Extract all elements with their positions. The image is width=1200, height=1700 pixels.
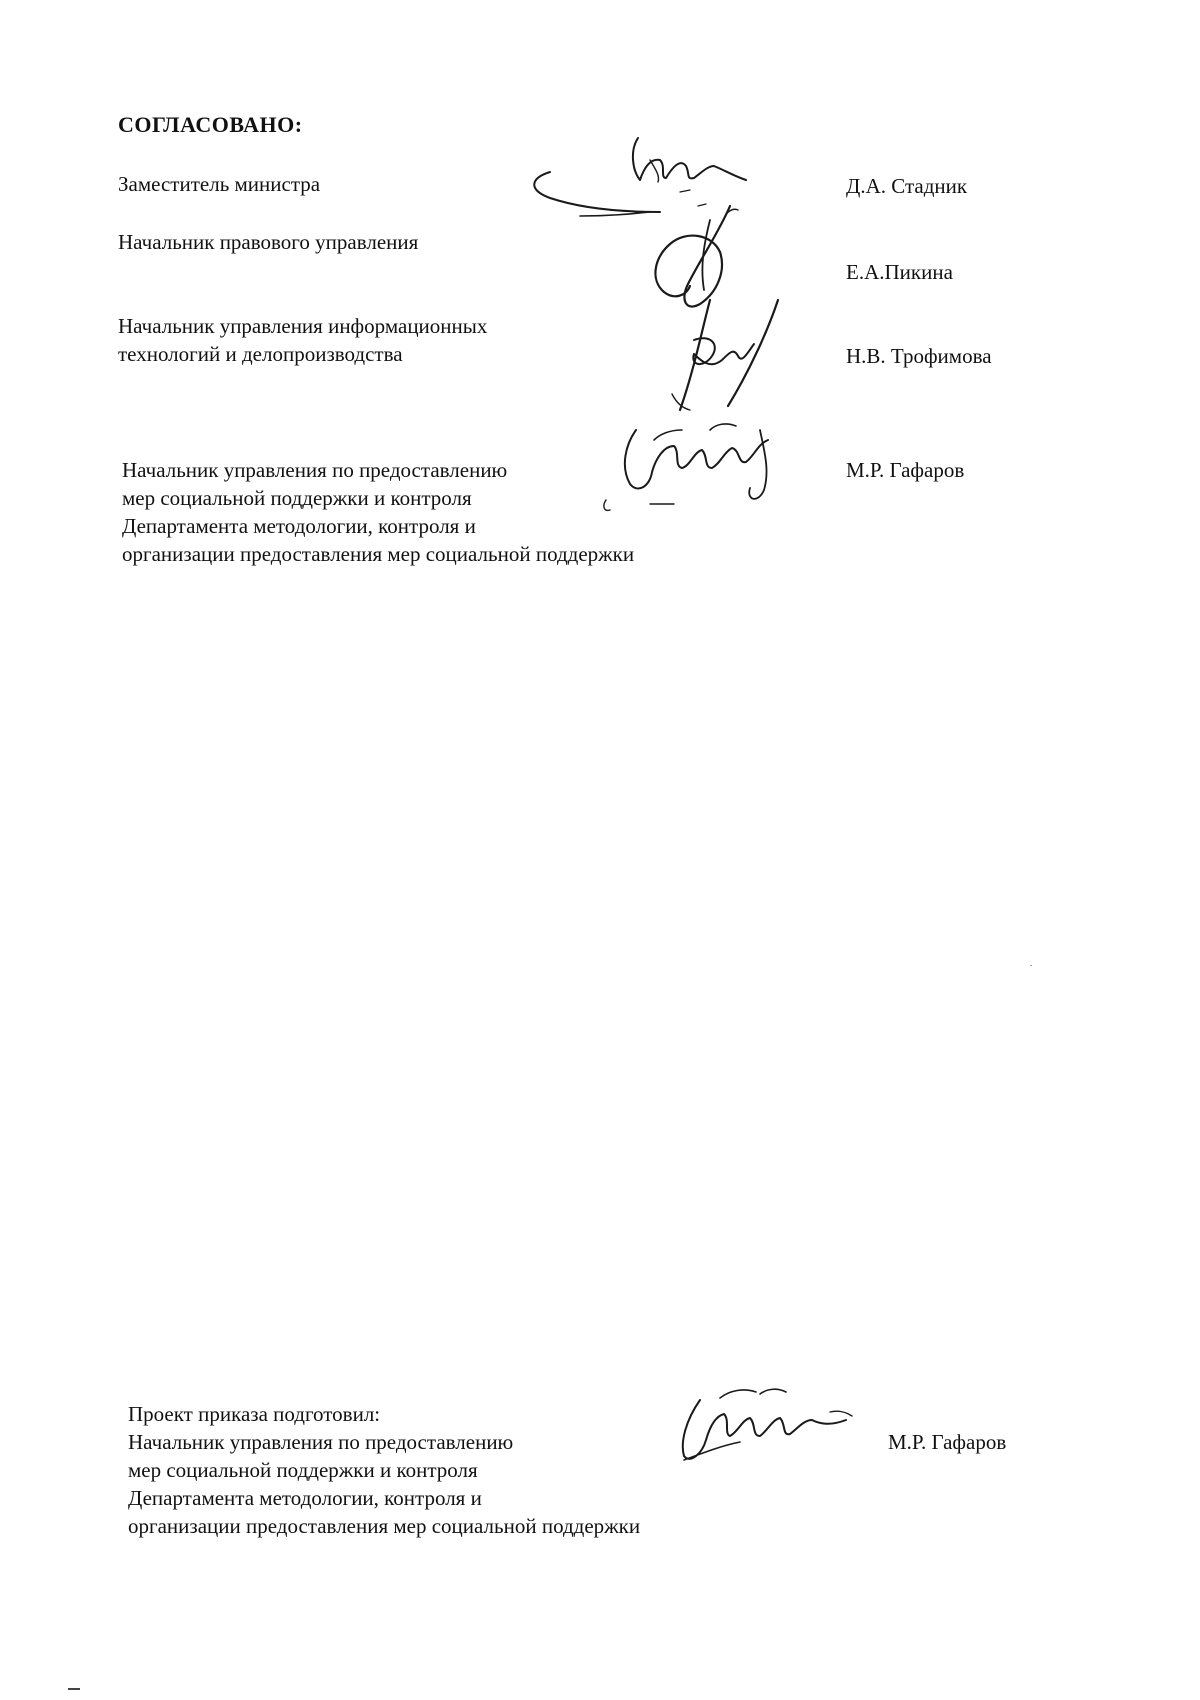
signatory-2-position (118, 228, 418, 256)
prepared-by-position-line-4: организации предоставления мер социальной поддержки (128, 1514, 641, 1538)
signatory-2-name: Е.А.Пикина (846, 260, 953, 284)
approval-heading: СОГЛАСОВАНО: (118, 112, 303, 137)
signatory-4-position (122, 456, 634, 568)
prepared-by-position-line-3: Департамента методологии, контроля и (128, 1486, 482, 1510)
scan-speck (1030, 965, 1032, 966)
signatory-4-position-line-4: организации предоставления мер социальной поддержки (122, 542, 635, 566)
signatory-1-name: Д.А. Стадник (846, 174, 968, 198)
signature-social-support-approval (590, 400, 810, 540)
signatory-4-position-line-2: мер социальной поддержки и контроля (122, 486, 472, 510)
prepared-by-name: М.Р. Гафаров (888, 1430, 1007, 1454)
prepared-by-position-line-2: мер социальной поддержки и контроля (128, 1458, 478, 1482)
scan-edge-mark (68, 1688, 80, 1690)
signatory-1-position (118, 170, 320, 198)
signatory-3-position (118, 312, 487, 368)
signatory-3-position-line-2: технологий и делопроизводства (118, 342, 403, 366)
signature-prepared-by (660, 1380, 880, 1490)
signatory-3-position-line-1: Начальник управления информационных (118, 314, 488, 338)
signatory-4-position-line-1: Начальник управления по предоставлению (122, 458, 508, 482)
prepared-by-position-line-1: Начальник управления по предоставлению (128, 1430, 514, 1454)
signatory-4-position-line-3: Департамента методологии, контроля и (122, 514, 476, 538)
signatory-2-position-line: Начальник правового управления (118, 230, 419, 254)
signatory-1-position-line: Заместитель министра (118, 172, 321, 196)
signatory-3-name: Н.В. Трофимова (846, 344, 992, 368)
signatory-4-name: М.Р. Гафаров (846, 458, 965, 482)
prepared-by-caption: Проект приказа подготовил: (128, 1402, 381, 1426)
prepared-by-block (128, 1400, 640, 1540)
